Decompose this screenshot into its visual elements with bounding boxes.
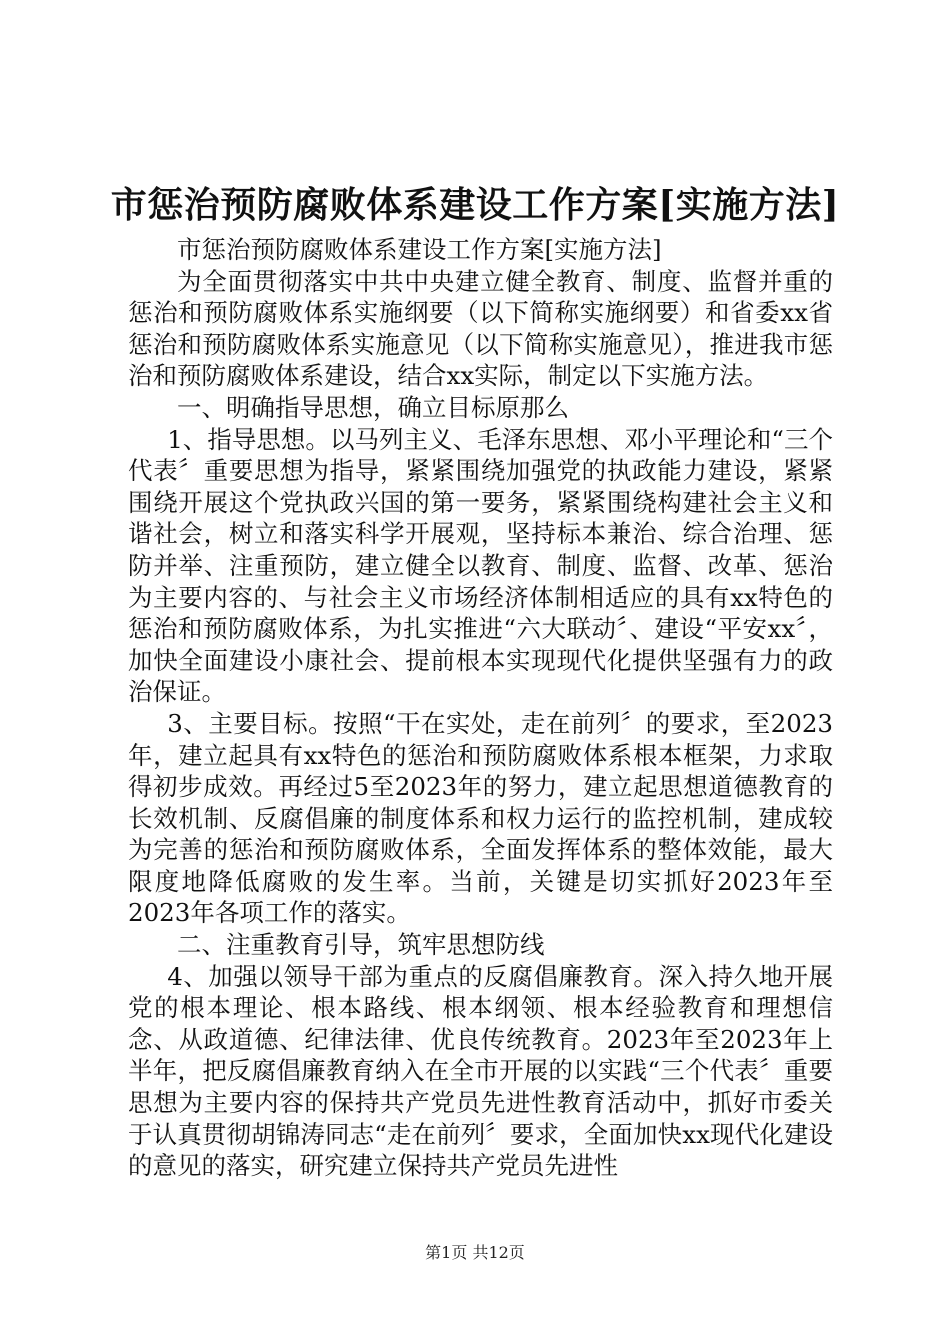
document-body <box>128 234 833 1182</box>
document-title: 市惩治预防腐败体系建设工作方案[实施方法] <box>110 184 840 226</box>
intro-paragraph: 为全面贯彻落实中共中央建立健全教育、制度、监督并重的惩治和预防腐败体系实施纲要（以下简称实施纲要）和省委xx省惩治和预防腐败体系实施意见（以下简称实施意见），推进我市惩治和预防腐败体系建设，结合xx实际，制定以下实施方法。 <box>128 266 833 391</box>
paragraph-education: 4、加强以领导干部为重点的反腐倡廉教育。深入持久地开展党的根本理论、根本路线、根本纲领、根本经验教育和理想信念、从政道德、纪律法律、优良传统教育。2023年至2023年上半年，把反腐倡廉教育纳入在全市开展的以实践“三个代表〞重要思想为主要内容的保持共产党员先进性教育活动中，抓好市委关于认真贯彻胡锦涛同志“走在前列〞要求，全面加快xx现代化建设的意见的落实，研究建立保持共产党员先进性 <box>128 961 833 1181</box>
section-heading-1: 一、明确指导思想，确立目标原那么 <box>177 392 569 422</box>
section-heading-2: 二、注重教育引导，筑牢思想防线 <box>177 930 545 960</box>
paragraph-main-goals: 3、主要目标。按照“干在实处，走在前列〞的要求，至2023年，建立起具有xx特色的惩治和预防腐败体系根本框架，力求取得初步成效。再经过5至2023年的努力，建立起思想道德教育的长效机制、反腐倡廉的制度体系和权力运行的监控机制，建成较为完善的惩治和预防腐败体系，全面发挥体系的整体效能，最大限度地降低腐败的发生率。当前，关键是切实抓好2023年至2023年各项工作的落实。 <box>128 708 833 928</box>
paragraph-guiding-ideology: 1、指导思想。以马列主义、毛泽东思想、邓小平理论和“三个代表〞重要思想为指导，紧紧围绕加强党的执政能力建设，紧紧围绕开展这个党执政兴国的第一要务，紧紧围绕构建社会主义和谐社会，树立和落实科学开展观，坚持标本兼治、综合治理、惩防并举、注重预防，建立健全以教育、制度、监督、改革、惩治为主要内容的、与社会主义市场经济体制相适应的具有xx特色的惩治和预防腐败体系，为扎实推进“六大联动〞、建设“平安xx〞，加快全面建设小康社会、提前根本实现现代化提供坚强有力的政治保证。 <box>128 424 833 707</box>
page-number-footer: 第1页 共12页 <box>425 1243 525 1262</box>
subtitle-paragraph: 市惩治预防腐败体系建设工作方案[实施方法] <box>177 235 662 264</box>
